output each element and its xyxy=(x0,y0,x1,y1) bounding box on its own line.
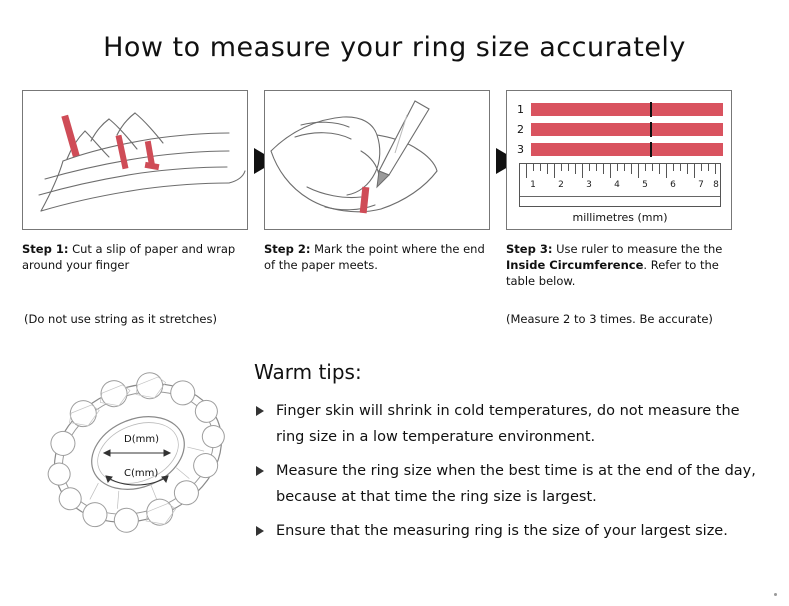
warm-tips-section xyxy=(254,360,764,552)
strip-row xyxy=(517,141,723,158)
ruler-number: 3 xyxy=(586,180,592,190)
ruler-number: 5 xyxy=(642,180,648,190)
step-1-label: Step 1: xyxy=(22,242,69,256)
step-2-image-panel xyxy=(264,90,490,230)
step-3-caption xyxy=(506,241,734,289)
step-1-text: Cut a slip of paper and wrap around your finger xyxy=(22,242,236,272)
strip-number: 1 xyxy=(517,103,524,116)
ruler-number: 8 xyxy=(713,180,719,190)
ring-circumference-label: C(mm) xyxy=(124,468,159,479)
hand-with-paper-slip-illustration xyxy=(23,91,248,230)
warm-tip-item xyxy=(254,518,764,544)
ruler-edge-line xyxy=(520,196,720,197)
step-1 xyxy=(22,90,250,273)
steps-row xyxy=(22,90,772,340)
ruler-number: 7 xyxy=(698,180,704,190)
page-title: How to measure your ring size accurately xyxy=(103,32,686,63)
ruler-number: 4 xyxy=(614,180,620,190)
bullet-triangle-icon xyxy=(256,526,264,536)
strip-mark xyxy=(650,102,652,117)
step-2-text: Mark the point where the end of the paper meets. xyxy=(264,242,485,272)
step-3-note: (Measure 2 to 3 times. Be accurate) xyxy=(506,312,713,326)
step-3-text-part-3: . Refer to the table below. xyxy=(506,258,719,288)
hand-marking-paper-illustration xyxy=(265,91,490,230)
warm-tip-text: Finger skin will shrink in cold temperatures, do not measure the ring size in a low temperature environment. xyxy=(276,403,740,445)
warm-tip-text: Ensure that the measuring ring is the size of your largest size. xyxy=(276,523,728,539)
step-3-text-part-1: Use ruler to measure the xyxy=(556,242,700,256)
warm-tip-text: Measure the ring size when the best time is at the end of the day, because at that time the ring size is largest. xyxy=(276,463,756,505)
paper-strips xyxy=(517,101,723,161)
warm-tip-item xyxy=(254,458,764,510)
corner-dot-mark xyxy=(774,593,777,596)
bullet-triangle-icon xyxy=(256,406,264,416)
strip-row xyxy=(517,101,723,118)
ruler-number: 1 xyxy=(530,180,536,190)
strip-number: 2 xyxy=(517,123,524,136)
step-1-image-panel xyxy=(22,90,248,230)
strip-bar xyxy=(531,103,723,116)
bullet-triangle-icon xyxy=(256,466,264,476)
step-2 xyxy=(264,90,492,273)
step-1-note: (Do not use string as it stretches) xyxy=(24,312,217,326)
step-3-text-bold: Inside Circumference xyxy=(506,258,644,272)
ring-illustration xyxy=(28,348,248,563)
ruler-number: 6 xyxy=(670,180,676,190)
ruler-unit-caption: millimetres (mm) xyxy=(572,211,668,224)
ruler-ticks xyxy=(520,164,720,180)
step-3-text-part-2: the xyxy=(703,242,723,256)
ruler-graphic xyxy=(519,163,721,207)
strip-row xyxy=(517,121,723,138)
strip-mark xyxy=(650,142,652,157)
step-3-label: Step 3: xyxy=(506,242,553,256)
ruler-number: 2 xyxy=(558,180,564,190)
strip-mark xyxy=(650,122,652,137)
step-1-caption xyxy=(22,241,250,273)
diamond-eternity-ring-graphic xyxy=(28,348,248,563)
strip-bar xyxy=(531,123,723,136)
step-3-image-panel xyxy=(506,90,732,230)
strip-bar xyxy=(531,143,723,156)
ring-diameter-label: D(mm) xyxy=(124,434,159,445)
warm-tips-heading: Warm tips: xyxy=(254,360,362,384)
strip-number: 3 xyxy=(517,143,524,156)
step-2-caption xyxy=(264,241,492,273)
step-2-label: Step 2: xyxy=(264,242,311,256)
warm-tip-item xyxy=(254,398,764,450)
step-3 xyxy=(506,90,734,289)
